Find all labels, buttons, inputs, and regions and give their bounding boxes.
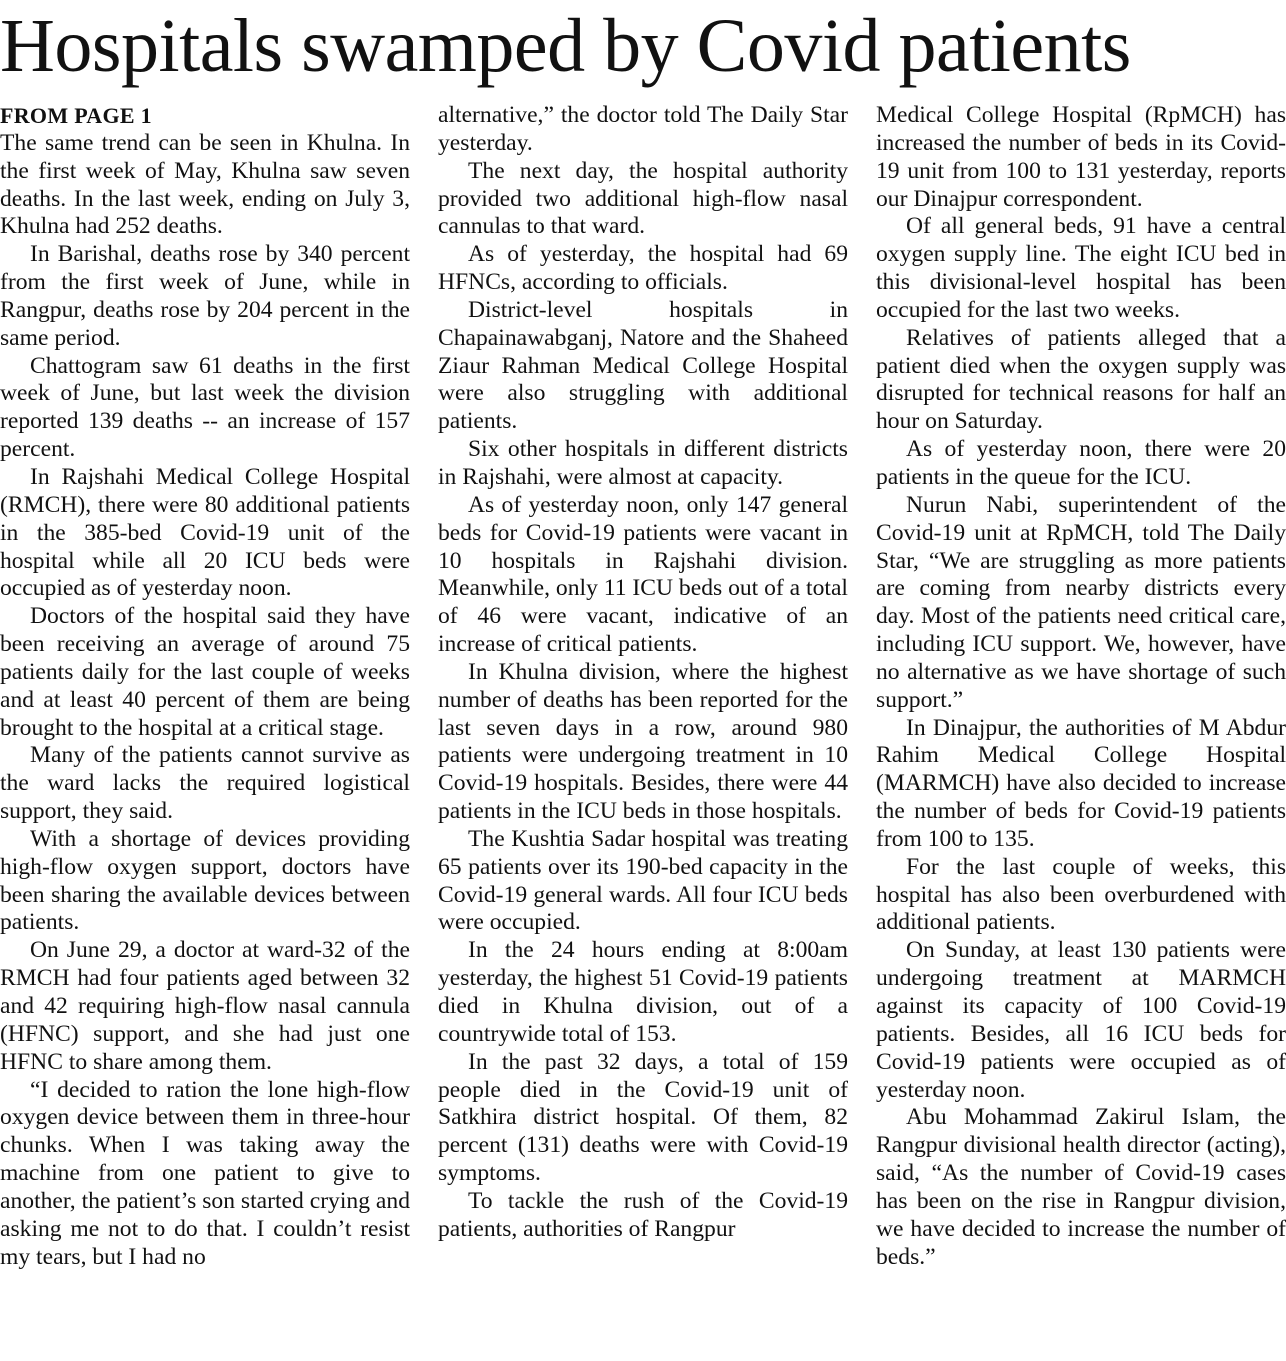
paragraph: To tackle the rush of the Covid-19 patients, authorities of Rangpur [438, 1187, 848, 1242]
paragraph: Chattogram saw 61 deaths in the first week of June, but last week the division reported 139 deaths -- an increase of 157 percent. [0, 352, 410, 463]
paragraph: Many of the patients cannot survive as the ward lacks the required logistical support, they said. [0, 742, 410, 825]
paragraph: The Kushtia Sadar hospital was treating 65 patients over its 190-bed capacity in the Covid-19 general wards. All four ICU beds were occupied. [438, 825, 848, 936]
paragraph: In Khulna division, where the highest number of deaths has been reported for the last seven days in a row, around 980 patients were undergoing treatment in 10 Covid-19 hospitals. Besides, there were 44 patients in the ICU beds in those hospitals. [438, 658, 848, 825]
paragraph: Doctors of the hospital said they have been receiving an average of around 75 patients daily for the last couple of weeks and at least 40 percent of them are being brought to the hospital at a critical stage. [0, 603, 410, 741]
article-column-2 [438, 102, 848, 1357]
kicker: FROM PAGE 1 [0, 103, 152, 128]
paragraph: The same trend can be seen in Khulna. In the first week of May, Khulna saw seven deaths. In the last week, ending on July 3, Khulna had 252 deaths. [0, 129, 410, 240]
paragraph: In Rajshahi Medical College Hospital (RMCH), there were 80 additional patients in the 385-bed Covid-19 unit of the hospital while all 20 ICU beds were occupied as of yesterday noon. [0, 463, 410, 602]
paragraph: On Sunday, at least 130 patients were undergoing treatment at MARMCH against its capacity of 100 Covid-19 patients. Besides, all 16 ICU beds for Covid-19 patients were occupied as of yesterday noon. [876, 937, 1286, 1103]
paragraph: alternative,” the doctor told The Daily Star yesterday. [438, 102, 848, 156]
article-column-1 [0, 102, 410, 1357]
paragraph: District-level hospitals in Chapainawabganj, Natore and the Shaheed Ziaur Rahman Medical College Hospital were also struggling with additional patients. [438, 296, 848, 435]
paragraph: Medical College Hospital (RpMCH) has increased the number of beds in its Covid-19 unit from 100 to 131 yesterday, reports our Dinajpur correspondent. [876, 102, 1286, 212]
paragraph: Nurun Nabi, superintendent of the Covid-19 unit at RpMCH, told The Daily Star, “We are struggling as more patients are coming from nearby districts every day. Most of the patients need critical care, including ICU support. We, however, have no alternative as we have shortage of such support.” [876, 491, 1286, 713]
paragraph: Relatives of patients alleged that a patient died when the oxygen supply was disrupted for technical reasons for half an hour on Saturday. [876, 324, 1286, 435]
paragraph: With a shortage of devices providing high-flow oxygen support, doctors have been sharing the available devices between patients. [0, 825, 410, 936]
paragraph: As of yesterday, the hospital had 69 HFNCs, according to officials. [438, 241, 848, 296]
paragraph: Of all general beds, 91 have a central oxygen supply line. The eight ICU bed in this divisional-level hospital has been occupied for the last two weeks. [876, 213, 1286, 323]
paragraph: On June 29, a doctor at ward-32 of the RMCH had four patients aged between 32 and 42 requiring high-flow nasal cannula (HFNC) support, and she had just one HFNC to share among them. [0, 937, 410, 1075]
paragraph: In Dinajpur, the authorities of M Abdur Rahim Medical College Hospital (MARMCH) have also decided to increase the number of beds for Covid-19 patients from 100 to 135. [876, 714, 1286, 852]
headline: Hospitals swamped by Covid patients [0, 4, 1131, 88]
paragraph: In Barishal, deaths rose by 340 percent from the first week of June, while in Rangpur, deaths rose by 204 percent in the same period. [0, 241, 410, 351]
paragraph: “I decided to ration the lone high-flow oxygen device between them in three-hour chunks. When I was taking away the machine from one patient to give to another, the patient’s son started crying and asking me not to do that. I couldn’t resist my tears, but I had no [0, 1076, 410, 1270]
article-column-3 [876, 102, 1286, 1357]
paragraph: As of yesterday noon, only 147 general beds for Covid-19 patients were vacant in 10 hospitals in Rajshahi division. Meanwhile, only 11 ICU beds out of a total of 46 were vacant, indicative of an increase of critical patients. [438, 491, 848, 658]
paragraph: As of yesterday noon, there were 20 patients in the queue for the ICU. [876, 436, 1286, 490]
paragraph: In the past 32 days, a total of 159 people died in the Covid-19 unit of Satkhira district hospital. Of them, 82 percent (131) deaths were with Covid-19 symptoms. [438, 1048, 848, 1187]
paragraph: Six other hospitals in different districts in Rajshahi, were almost at capacity. [438, 436, 848, 490]
paragraph: In the 24 hours ending at 8:00am yesterday, the highest 51 Covid-19 patients died in Khulna division, out of a countrywide total of 153. [438, 937, 848, 1047]
paragraph: For the last couple of weeks, this hospital has also been overburdened with additional patients. [876, 853, 1286, 936]
paragraph: Abu Mohammad Zakirul Islam, the Rangpur divisional health director (acting), said, “As the number of Covid-19 cases has been on the rise in Rangpur division, we have decided to increase the number of beds.” [876, 1104, 1286, 1270]
paragraph: The next day, the hospital authority provided two additional high-flow nasal cannulas to that ward. [438, 157, 848, 240]
